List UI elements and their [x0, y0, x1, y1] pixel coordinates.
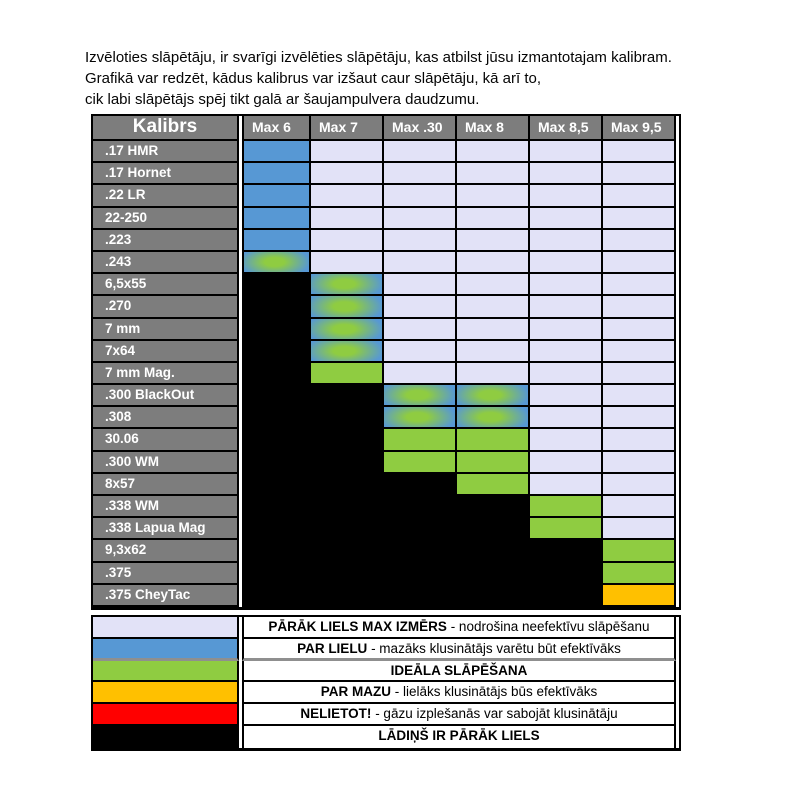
- grid-cell: [311, 518, 384, 540]
- legend-row: [93, 639, 676, 661]
- legend-swatch: [93, 661, 239, 683]
- grid-cell: [603, 563, 676, 585]
- row-label: 30.06: [93, 429, 239, 451]
- grid-cell: [242, 252, 311, 274]
- legend-description: - lielāks klusinātājs būs efektīvāks: [390, 684, 598, 700]
- grid-cell: [384, 385, 457, 407]
- grid-cell: [603, 252, 676, 274]
- grid-cell: [311, 185, 384, 207]
- grid-cell: [242, 429, 311, 451]
- grid-cell: [603, 163, 676, 185]
- grid-cell: [384, 141, 457, 163]
- row-label: .375: [93, 563, 239, 585]
- intro-text: [85, 47, 672, 110]
- grid-cell: [311, 563, 384, 585]
- grid-cell: [530, 141, 603, 163]
- grid-cell: [311, 496, 384, 518]
- grid-cell: [384, 296, 457, 318]
- row-label: .17 Hornet: [93, 163, 239, 185]
- grid-cell: [242, 274, 311, 296]
- intro-line: cik labi slāpētājs spēj tikt galā ar šaujampulvera daudzumu.: [85, 91, 480, 108]
- table-row: [93, 563, 676, 585]
- size-column-header: Max 8,5: [530, 116, 603, 141]
- legend-swatch: [93, 726, 239, 748]
- legend-description: - mazāks klusinātājs varētu būt efektīvāks: [367, 640, 621, 656]
- table-row: [93, 163, 676, 185]
- grid-cell: [457, 563, 530, 585]
- grid-cell: [384, 585, 457, 607]
- grid-cell: [530, 518, 603, 540]
- grid-cell: [603, 230, 676, 252]
- grid-cell: [603, 185, 676, 207]
- grid-cell: [603, 585, 676, 607]
- caliber-column-header: Kalibrs: [93, 116, 239, 141]
- legend-description: - nodrošina neefektīvu slāpēšanu: [446, 619, 650, 634]
- grid-cell: [384, 563, 457, 585]
- row-label: 7 mm: [93, 319, 239, 341]
- grid-cell: [457, 341, 530, 363]
- grid-cell: [242, 319, 311, 341]
- row-label: .338 Lapua Mag: [93, 518, 239, 540]
- grid-cell: [457, 474, 530, 496]
- grid-cell: [603, 518, 676, 540]
- table-row: [93, 474, 676, 496]
- legend-text: [242, 726, 676, 748]
- grid-cell: [384, 429, 457, 451]
- grid-cell: [384, 163, 457, 185]
- grid-cell: [603, 341, 676, 363]
- row-label: .375 CheyTac: [93, 585, 239, 607]
- grid-cell: [384, 252, 457, 274]
- grid-cell: [384, 274, 457, 296]
- row-label: .17 HMR: [93, 141, 239, 163]
- grid-cell: [242, 230, 311, 252]
- legend-term: PAR MAZU: [320, 684, 391, 700]
- grid-cell: [242, 452, 311, 474]
- row-label: .308: [93, 407, 239, 429]
- table-row: [93, 496, 676, 518]
- grid-cell: [457, 185, 530, 207]
- table-row: [93, 185, 676, 207]
- grid-cell: [603, 474, 676, 496]
- row-label: 6,5x55: [93, 274, 239, 296]
- grid-cell: [311, 319, 384, 341]
- grid-cell: [457, 363, 530, 385]
- grid-cell: [384, 230, 457, 252]
- grid-cell: [311, 407, 384, 429]
- table-row: [93, 452, 676, 474]
- grid-cell: [384, 407, 457, 429]
- grid-cell: [530, 407, 603, 429]
- legend-term: PĀRĀK LIELS MAX IZMĒRS: [268, 619, 447, 634]
- table-header-row: [93, 116, 676, 141]
- grid-cell: [603, 274, 676, 296]
- table-row: [93, 141, 676, 163]
- grid-cell: [530, 208, 603, 230]
- row-label: 7 mm Mag.: [93, 363, 239, 385]
- grid-cell: [457, 319, 530, 341]
- table-row: [93, 540, 676, 562]
- grid-cell: [530, 429, 603, 451]
- legend: [91, 615, 681, 751]
- grid-cell: [457, 230, 530, 252]
- table-row: [93, 518, 676, 540]
- legend-text: [242, 639, 676, 661]
- grid-cell: [311, 296, 384, 318]
- grid-cell: [530, 452, 603, 474]
- grid-cell: [242, 518, 311, 540]
- legend-swatch: [93, 617, 239, 639]
- row-label: .223: [93, 230, 239, 252]
- grid-cell: [530, 274, 603, 296]
- grid-cell: [457, 585, 530, 607]
- grid-cell: [242, 474, 311, 496]
- intro-line: Izvēloties slāpētāju, ir svarīgi izvēlēties slāpētāju, kas atbilst jūsu izmantotajam kalibram.: [85, 49, 672, 66]
- size-column-header: Max 8: [457, 116, 530, 141]
- grid-cell: [603, 363, 676, 385]
- row-label: 7x64: [93, 341, 239, 363]
- grid-cell: [242, 540, 311, 562]
- grid-cell: [530, 563, 603, 585]
- table-row: [93, 585, 676, 607]
- legend-swatch: [93, 704, 239, 726]
- table-body: [93, 141, 676, 607]
- legend-swatch: [93, 639, 239, 661]
- grid-cell: [384, 474, 457, 496]
- grid-cell: [384, 341, 457, 363]
- grid-cell: [242, 563, 311, 585]
- legend-row: [93, 726, 676, 748]
- grid-cell: [530, 252, 603, 274]
- grid-cell: [311, 585, 384, 607]
- size-column-header: Max 7: [311, 116, 384, 141]
- grid-cell: [311, 252, 384, 274]
- grid-cell: [457, 385, 530, 407]
- legend-term: IDEĀLA SLĀPĒŠANA: [390, 662, 528, 678]
- grid-cell: [457, 141, 530, 163]
- grid-cell: [603, 452, 676, 474]
- size-column-header: Max 6: [242, 116, 311, 141]
- table-row: [93, 296, 676, 318]
- grid-cell: [457, 208, 530, 230]
- grid-cell: [311, 474, 384, 496]
- grid-cell: [457, 163, 530, 185]
- table-row: [93, 319, 676, 341]
- grid-cell: [242, 185, 311, 207]
- table-row: [93, 208, 676, 230]
- legend-text: [242, 617, 676, 639]
- legend-swatch: [93, 682, 239, 704]
- grid-cell: [311, 230, 384, 252]
- row-label: .300 BlackOut: [93, 385, 239, 407]
- grid-cell: [384, 319, 457, 341]
- row-label: .338 WM: [93, 496, 239, 518]
- grid-cell: [530, 230, 603, 252]
- grid-cell: [530, 163, 603, 185]
- grid-cell: [530, 341, 603, 363]
- legend-term: PAR LIELU: [297, 640, 368, 656]
- grid-cell: [603, 385, 676, 407]
- legend-row: [93, 704, 676, 726]
- grid-cell: [603, 407, 676, 429]
- grid-cell: [242, 163, 311, 185]
- grid-cell: [603, 208, 676, 230]
- intro-line: Grafikā var redzēt, kādus kalibrus var izšaut caur slāpētāju, kā arī to,: [85, 70, 542, 87]
- grid-cell: [457, 407, 530, 429]
- grid-cell: [530, 540, 603, 562]
- grid-cell: [242, 385, 311, 407]
- row-label: .300 WM: [93, 452, 239, 474]
- grid-cell: [311, 429, 384, 451]
- legend-row: [93, 617, 676, 639]
- grid-cell: [457, 518, 530, 540]
- row-label: .243: [93, 252, 239, 274]
- grid-cell: [603, 141, 676, 163]
- legend-description: - gāzu izplešanās var sabojāt klusinātāju: [371, 706, 618, 722]
- grid-cell: [311, 208, 384, 230]
- grid-cell: [311, 341, 384, 363]
- table-row: [93, 230, 676, 252]
- grid-cell: [457, 540, 530, 562]
- legend-term: LĀDIŅŠ IR PĀRĀK LIELS: [378, 727, 540, 743]
- grid-cell: [384, 496, 457, 518]
- table-row: [93, 274, 676, 296]
- grid-cell: [603, 296, 676, 318]
- grid-cell: [311, 363, 384, 385]
- grid-cell: [242, 407, 311, 429]
- grid-cell: [242, 363, 311, 385]
- legend-row: [93, 682, 676, 704]
- grid-cell: [603, 429, 676, 451]
- grid-cell: [384, 208, 457, 230]
- grid-cell: [530, 585, 603, 607]
- caliber-suppressor-table: [91, 114, 681, 610]
- size-column-header: Max .30: [384, 116, 457, 141]
- row-label: 9,3x62: [93, 540, 239, 562]
- grid-cell: [242, 296, 311, 318]
- row-label: 22-250: [93, 208, 239, 230]
- row-label: 8x57: [93, 474, 239, 496]
- grid-cell: [242, 208, 311, 230]
- grid-cell: [242, 496, 311, 518]
- grid-cell: [384, 452, 457, 474]
- grid-cell: [457, 496, 530, 518]
- grid-cell: [311, 385, 384, 407]
- grid-cell: [384, 185, 457, 207]
- size-column-header: Max 9,5: [603, 116, 676, 141]
- grid-cell: [311, 452, 384, 474]
- grid-cell: [311, 163, 384, 185]
- grid-cell: [242, 141, 311, 163]
- grid-cell: [311, 141, 384, 163]
- row-label: .22 LR: [93, 185, 239, 207]
- grid-cell: [457, 429, 530, 451]
- grid-cell: [530, 185, 603, 207]
- legend-text: [242, 661, 676, 683]
- grid-cell: [603, 540, 676, 562]
- grid-cell: [530, 319, 603, 341]
- grid-cell: [603, 496, 676, 518]
- legend-text: [242, 682, 676, 704]
- grid-cell: [530, 385, 603, 407]
- table-row: [93, 407, 676, 429]
- grid-cell: [457, 252, 530, 274]
- grid-cell: [242, 341, 311, 363]
- table-row: [93, 252, 676, 274]
- legend-text: [242, 704, 676, 726]
- grid-cell: [242, 585, 311, 607]
- grid-cell: [530, 496, 603, 518]
- grid-cell: [384, 518, 457, 540]
- table-row: [93, 341, 676, 363]
- table-row: [93, 363, 676, 385]
- legend-term: NELIETOT!: [300, 706, 372, 722]
- table-row: [93, 385, 676, 407]
- grid-cell: [384, 540, 457, 562]
- grid-cell: [311, 540, 384, 562]
- grid-cell: [311, 274, 384, 296]
- grid-cell: [457, 274, 530, 296]
- row-label: .270: [93, 296, 239, 318]
- table-row: [93, 429, 676, 451]
- grid-cell: [384, 363, 457, 385]
- grid-cell: [530, 474, 603, 496]
- legend-row: [93, 661, 676, 683]
- grid-cell: [603, 319, 676, 341]
- grid-cell: [530, 296, 603, 318]
- grid-cell: [457, 452, 530, 474]
- grid-cell: [530, 363, 603, 385]
- grid-cell: [457, 296, 530, 318]
